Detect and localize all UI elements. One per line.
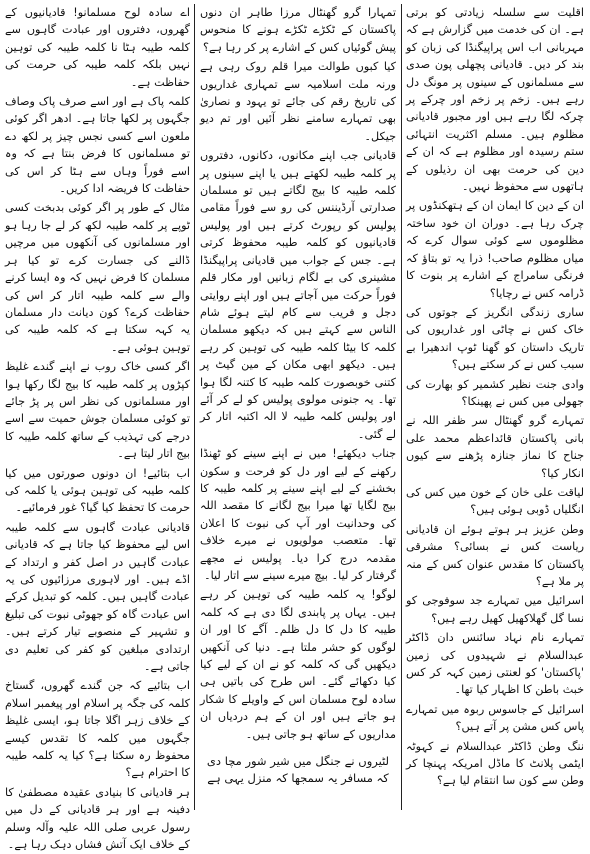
closing-couplet: لٹیروں نے جنگل میں شیر شور مچا دی کہ مسافر یہ سمجھا کہ منزل یہی ہے — [206, 754, 390, 786]
paragraph: اگر کسی خاک روب نے اپنے گندے غلیظ کپڑوں پر کلمہ طیبہ کا بیج لگا رکھا ہوا اور مسلمانوں کی نظر اس پر پڑ جائے تو کوئی مسلمان جوش حمیت سے اسے درجے کی تہذیب کے ساتھ کلمہ طیبہ کا بیج اتار لیتا ہے۔ — [5, 360, 190, 461]
paragraph: ساری زندگی انگریز کے جوتوں کی خاک کس نے چاٹی اور غداریوں کی تاریک داستان کو گھنا ٹوپ اندھیرا بے سبب کس نے کر سکتے ہیں؟ — [406, 305, 584, 372]
paragraph: تمہارے گرو گھنٹال سر ظفر اللہ نے بانی پاکستان قائداعظم محمد علی جناح کا نماز جنازہ پڑھنے سے کیوں انکار کیا؟ — [406, 414, 584, 480]
column-left — [5, 4, 190, 852]
paragraph: جناب دیکھئے! میں نے اپنے سینے کو ٹھنڈا رکھنے کے لیے اور دل کو فرحت و سکون بخشنے کے لیے اپنے سینے پر کلمہ طیبہ کا بیج لگایا تھا میرا بیج لگانے کا مقصد اللہ کی وحدانیت اور آپ کی نبوت کا اعلان تھا۔ متعصب مولویوں نے میرے خلاف مقدمہ درج کرا دیا۔ پولیس نے مجھے گرفتار کر لیا۔ بیچ میرے سینے سے اتار لیا۔ — [200, 447, 396, 582]
paragraph: اب بتائیے کہ جن گندے گھروں، گستاخ کلمہ کی جگہ پر اسلام اور پیغمبر اسلام کے خلاف زہر اگلا جاتا ہو، ایسی غلیظ جگہوں میں کلمہ کا تقدس کیسے محفوظ رہ سکتا ہے؟ کیا یہ کلمہ طیبہ کا احترام ہے؟ — [5, 679, 190, 780]
paragraph: اسرائیل میں تمہارے جد سوفوجی کو نسا گل گھلاکھیل کھیل رہے ہیں؟ — [406, 594, 584, 625]
paragraph: قادیانی عبادت گاہوں سے کلمہ طیبہ اس لیے محفوظ کیا جاتا ہے کہ قادیانی عبادت گاہیں در اصل کفر و ارتداد کے اڈے ہیں۔ اور لاہوری مرزائیوں کی یہ عبادت گاہیں ہیں۔ کلمہ کو تبدیل کرکے اس عبادت گاہ کو جھوٹی نبوت کی تبلیغ و تشہیر کے منصوبے تیار کرتے ہیں۔ ارتدادی مبلغین کو کفر کی تعلیم دی جاتی ہے۔ — [5, 520, 190, 674]
paragraph: وطن عزیز ہر ہوتے ہوئے ان قادیانی ریاست کس نے بسائی؟ مشرقی پاکستان کا مقدس عنوان کس کے منہ پر ملا ہے؟ — [406, 522, 584, 588]
paragraph: کلمہ پاک ہے اور اسے صرف پاک وصاف جگہوں پر لکھا جاتا ہے۔ ادھر اگر کوئی ملعون اسے کسی نجس چیز پر لکھ دے تو مسلمانوں کا فرض بنتا ہے کہ وہ اسے فوراً وہاں سے ہٹا کر اس کی حفاظت کا فریضہ ادا کریں۔ — [5, 95, 190, 196]
column-middle — [200, 4, 396, 810]
paragraph: اسرائیل کے جاسوس ربوہ میں تمہارے پاس کس مشن پر آتے ہیں؟ — [406, 702, 584, 734]
paragraph: لیاقت علی خان کے خون میں کس کی انگلیاں ڈوبی ہوئی ہیں؟ — [406, 485, 584, 517]
paragraph: اب بتائیے! ان دونوں صورتوں میں کیا کلمہ طیبہ کی توہین ہوئی یا کلمہ کی حرمت کا تحفظ کیا گیا؟ غور فرمائیے۔ — [5, 466, 190, 515]
paragraph: لوگو! یہ کلمہ طیبہ کی توہین کر رہے ہیں۔ یہاں پر پابندی لگا دی ہے کہ کلمہ طیبہ کا دل کا دل ظلم۔ آگے کا اور ان لوگوں کو حشر ملتا ہے۔ دنیا کی آنکھیں دیکھیں گی کہ کلمہ کو نے ان کے لیے کیا کیا دکھائے گئے۔ اس طرح کی باتیں ہی سادہ لوح مسلمان اس کے واویلے کا شکار ہو جاتے ہیں اور ان کے ہم دردیاں ان مداریوں کے ساتھ ہو جاتی ہیں۔ — [200, 588, 396, 741]
paragraph: مثال کے طور پر اگر کوئی بدبخت کسی ٹوپے پر کلمہ طیبہ لکھ کر لے جا رہا ہو اور مسلمانوں کی آنکھوں میں مرچیں ڈالنے کی جسارت کرے تو کیا ہر مسلمان کا فرض نہیں کہ وہ ایسا کرنے والے سے کلمہ طیبہ اتار کر اس کی حفاظت کرے؟ کون دیانت دار مسلمان یہ کہہ سکتا ہے کہ کلمہ طیبہ کی توہین ہوئی ہے۔ — [5, 201, 190, 354]
paragraph: وادی جنت نظیر کشمیر کو بھارت کی جھولی میں کس نے پھینکا؟ — [406, 377, 584, 408]
paragraph: ننگ وطن ڈاکٹر عبدالسلام نے کہوٹہ ایٹمی پلانٹ کا ماڈل امریکہ پہنچا کر وطن سے کون سا انتقام لیا ہے؟ — [406, 739, 584, 788]
column-right — [406, 4, 584, 810]
paragraph: ہر قادیانی کا بنیادی عقیدہ مصطفیٰ کا دفینہ ہے اور ہر قادیانی کے دل میں رسول عربی صلی اللہ علیہ وآلہ وسلم کے خلاف ایک آتش فشاں دہک رہا ہے۔ — [5, 785, 190, 852]
paragraph: کیا کبوں طوالت میرا قلم روک رہی ہے ورنہ ملت اسلامیہ سے تمہاری غداریوں کی تاریخ رقم کی جائے تو یہود و نصاریٰ بھی تمہارے سامنے نظر آئیں اور تم دیو جیکل۔ — [200, 60, 396, 143]
column-divider — [401, 4, 402, 810]
paragraph: تمہارے نام نہاد سائنس دان ڈاکٹر عبدالسلام نے شہیدوں کی زمین 'پاکستان' کو لعنتی زمین کہہ کر کس خبث باطن کا اظہار کیا تھا۔ — [406, 631, 584, 697]
column-divider — [194, 4, 195, 810]
paragraph: ان کے دین کا ایمان ان کے ہتھکنڈوں پر چرک رہا ہے۔ دوران ان خود ساختہ مظلوموں سے کوئی سوال کرے کہ میاں مظلوم صاحب! ذرا یہ تو بتاؤ کہ فرنگی سامراج کے اشارے پر بنوت کا ڈرامہ کس نے رچایا؟ — [406, 199, 584, 300]
paragraph: اے سادہ لوح مسلمانو! قادیانیوں کے گھروں، دفتروں اور عبادت گاہوں سے کلمہ طیبہ ہٹا نا کلمہ طیبہ کی توہین نہیں بلکہ کلمہ طیبہ کی حرمت کی حفاظت ہے۔ — [5, 6, 190, 89]
paragraph: تمہارا گرو گھنٹال مرزا طاہر ان دنوں پاکستان کے ٹکڑے ٹکڑے ہونے کا منحوس پیش گوئیاں کس کے اشارے پر کر رہا ہے؟ — [200, 6, 396, 54]
paragraph: قادیانی جب اپنے مکانوں، دکانوں، دفتروں پر کلمہ طیبہ لکھتے ہیں یا اپنے سینوں پر کلمہ طیبہ کا بیج لگاتے ہیں تو مسلمان صدارتی آرڈیننس کی رو سے فوراً مقامی پولیس کو رپورٹ کرتے ہیں اور پولیس قادیانیوں کو کلمہ طیبہ محفوظ کرتی ہے۔ جس کے جواب میں قادیانی پراپیگنڈا مشینری کی بے لگام زبانیں اور مکار قلم فوراً حرکت میں آجاتے ہیں اور اپنے روایتی دجل و فریب سے کام لیتے ہوئے شام الناس سے کہتے ہیں کہ دیکھو مسلمان کلمہ کا بیٹا کلمہ طیبہ کی توہین کر رہے ہیں۔ دیکھو ابھی مکان کے مین گیٹ پر کتنی خوبصورت کلمہ طیبہ کا کتنہ لگا ہوا تھا۔ یہ جنونی مولوی پولیس کو لے کر آئے اور پولیس کلمہ طیبہ لا الہ اکتبہ اتار کر لے گئی۔ — [200, 149, 396, 441]
paragraph: اقلیت سے سلسلہ زیادتی کو برتی ہے۔ ان کی خدمت میں گزارش ہے کہ مہربانی اب اس پراپیگنڈا کی زبان کو بند کر دیں۔ قادیانی پچھلی پون صدی سے مسلمانوں کے سینوں پر مونگ دل رہے ہیں۔ زخم پر زخم اور چرکے پر چرکہ لگا رہے ہیں اور مجبور قادیانی مظلوم ہیں۔ مسلم اکثریت انتہائی ستم رسیدہ اور مظلوم ہے کہ ان کے دین کی حرمت بھی ان رذیلوں کے ہاتھوں سے محفوظ نہیں۔ — [406, 6, 584, 194]
